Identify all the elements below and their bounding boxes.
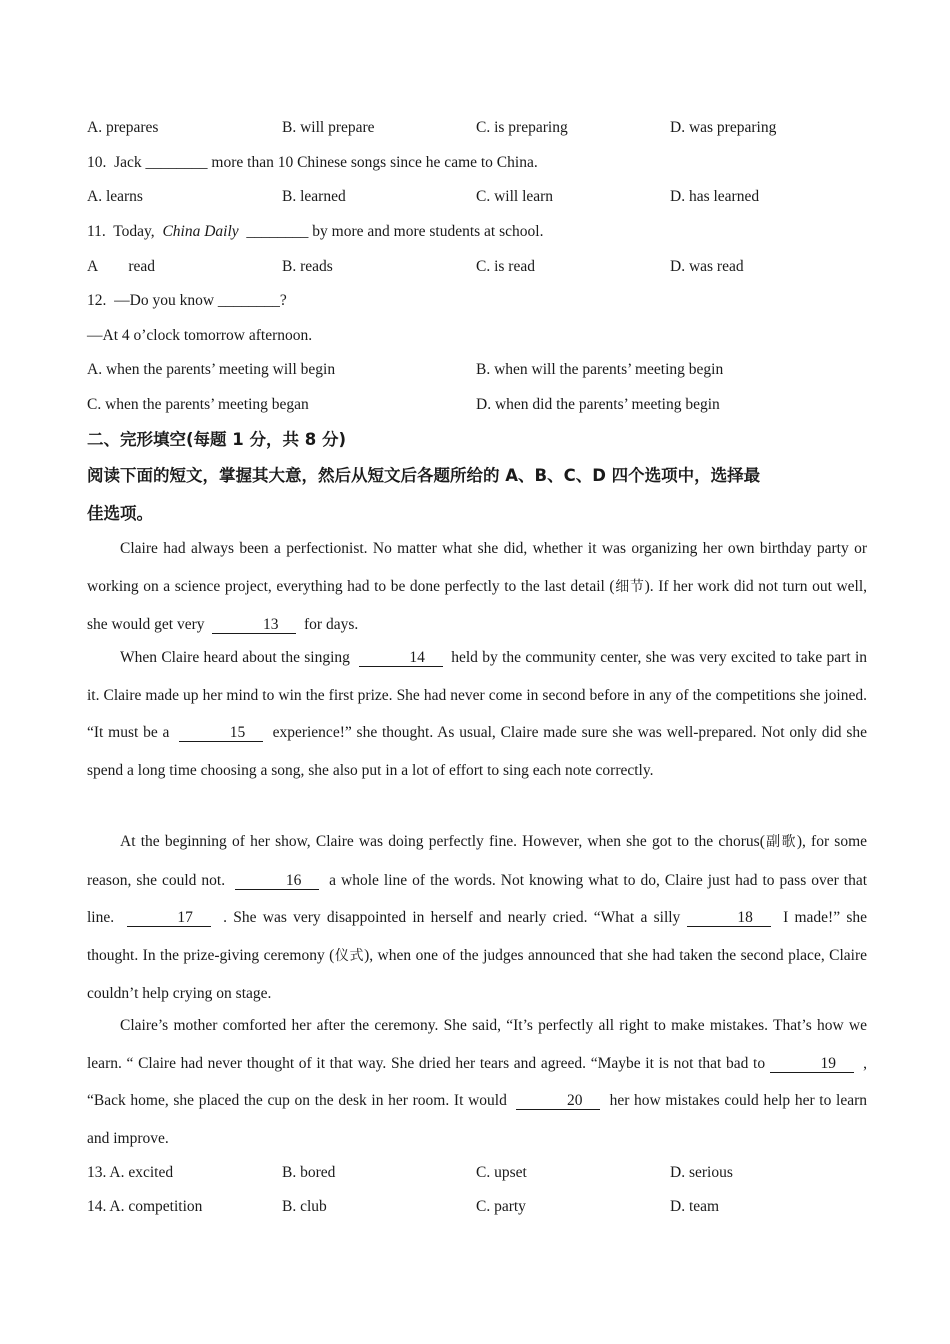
q10-number: 10. bbox=[87, 154, 107, 171]
q11-stem-pre: Today, bbox=[113, 223, 155, 240]
p2-text-b: held by the community center, she was very excited to take part in it. Claire made up her mind to win the first prize. She had never come in second before in any of the competitions she joined. “It must be a bbox=[87, 649, 868, 741]
q9-option-b[interactable]: B. will prepare bbox=[282, 119, 375, 136]
q11-number: 11. bbox=[87, 223, 106, 240]
p4-text-c: her how mistakes could help her to learn and improve. bbox=[87, 1092, 868, 1147]
q11-newspaper-title: China Daily bbox=[162, 223, 239, 240]
q11-option-c[interactable]: C. is read bbox=[476, 258, 535, 275]
p3-text-e: I made!” she thought. In the prize-giving ceremony ( bbox=[87, 909, 867, 964]
passage-paragraph-2 bbox=[87, 639, 867, 789]
p3-text-a: At the beginning of her show, Claire was doing perfectly fine. However, when she got to the chorus( bbox=[120, 833, 765, 850]
p3-gloss-1: 副歌 bbox=[764, 834, 797, 850]
passage-paragraph-3 bbox=[87, 823, 867, 1013]
q9-option-a[interactable]: A. prepares bbox=[87, 119, 159, 136]
q14-option-d[interactable]: D. team bbox=[670, 1198, 720, 1215]
q10-option-d[interactable]: D. has learned bbox=[670, 188, 760, 205]
question-12 bbox=[87, 291, 287, 311]
passage-paragraph-1 bbox=[87, 530, 867, 644]
q9-option-d[interactable]: D. was preparing bbox=[670, 119, 777, 136]
q12-option-a[interactable]: A. when the parents’ meeting will begin bbox=[87, 361, 336, 378]
q11-option-d[interactable]: D. was read bbox=[670, 258, 744, 275]
q10-blank[interactable]: ________ bbox=[145, 154, 208, 171]
q12-blank[interactable]: ________ bbox=[217, 292, 280, 309]
section-2-title: 二、完形填空(每题 1 分，共 8 分) bbox=[87, 430, 347, 449]
q13-option-b[interactable]: B. bored bbox=[282, 1164, 336, 1181]
q13-option-c[interactable]: C. upset bbox=[476, 1164, 527, 1181]
q14-option-a[interactable]: 14. A. competition bbox=[87, 1198, 203, 1215]
p2-text-a: When Claire heard about the singing bbox=[120, 649, 350, 666]
p3-text-b: ), for some reason, she could not. bbox=[87, 833, 868, 889]
q11-blank[interactable]: ________ bbox=[246, 223, 309, 240]
q14-option-b[interactable]: B. club bbox=[282, 1198, 327, 1215]
question-11 bbox=[87, 222, 543, 242]
q12-reply: —At 4 o’clock tomorrow afternoon. bbox=[87, 327, 313, 344]
blank-15[interactable]: 15 bbox=[179, 725, 263, 742]
passage-paragraph-4 bbox=[87, 1007, 867, 1157]
p1-text-c: for days. bbox=[304, 616, 359, 633]
q10-option-b[interactable]: B. learned bbox=[282, 188, 346, 205]
q12-option-c[interactable]: C. when the parents’ meeting began bbox=[87, 396, 309, 413]
p3-text-c: a whole line of the words. Not knowing what to do, Claire just had to pass over that line. bbox=[87, 871, 868, 926]
q10-option-a[interactable]: A. learns bbox=[87, 188, 143, 205]
q12-stem-post: ? bbox=[279, 292, 287, 309]
p1-text-a: Claire had always been a perfectionist. No matter what she did, whether it was organizing her own birthday party or working on a science project, everything had to be done perfectly to the last detail ( bbox=[87, 540, 867, 595]
q13-option-d[interactable]: D. serious bbox=[670, 1164, 733, 1181]
question-10 bbox=[87, 153, 538, 173]
q10-stem-pre: Jack bbox=[114, 154, 142, 171]
q11-stem-post: by more and more students at school. bbox=[312, 223, 544, 240]
p4-text-a: Claire’s mother comforted her after the ceremony. She said, “It’s perfectly all right to make mistakes. That’s how we learn. “ Claire had never thought of it that way. She dried her tears and agreed. “Maybe it is not that bad to bbox=[87, 1017, 867, 1072]
section-2-instruction-line1: 阅读下面的短文，掌握其大意，然后从短文后各题所给的 A、B、C、D 四个选项中，选择最 bbox=[87, 466, 761, 485]
q10-stem-post: more than 10 Chinese songs since he came to China. bbox=[211, 154, 538, 171]
q12-option-d[interactable]: D. when did the parents’ meeting begin bbox=[476, 396, 720, 413]
blank-20[interactable]: 20 bbox=[516, 1093, 600, 1110]
q12-stem-pre: —Do you know bbox=[114, 292, 215, 309]
q12-number: 12. bbox=[87, 292, 107, 309]
q13-option-a[interactable]: 13. A. excited bbox=[87, 1164, 174, 1181]
blank-18[interactable]: 18 bbox=[687, 910, 771, 927]
p2-text-c: experience!” she thought. As usual, Claire made sure she was well-prepared. Not only did she spend a long time choosing a song, she also put in a lot of effort to sing each note correctly. bbox=[87, 724, 867, 779]
p1-gloss: 细节 bbox=[614, 578, 645, 595]
q14-option-c[interactable]: C. party bbox=[476, 1198, 526, 1215]
p3-gloss-2: 仪式 bbox=[334, 947, 365, 964]
blank-19[interactable]: 19 bbox=[770, 1056, 854, 1073]
p1-text-b: ). If her work did not turn out well, she would get very bbox=[87, 577, 868, 633]
p4-text-b: , “Back home, she placed the cup on the desk in her room. It would bbox=[87, 1054, 868, 1109]
blank-17[interactable]: 17 bbox=[127, 910, 211, 927]
q11-option-a[interactable]: A read bbox=[87, 258, 156, 275]
blank-16[interactable]: 16 bbox=[235, 873, 319, 890]
q9-option-c[interactable]: C. is preparing bbox=[476, 119, 568, 136]
p3-text-f: ), when one of the judges announced that she had taken the second place, Claire couldn’t help crying on stage. bbox=[87, 946, 868, 1002]
section-2-instruction-line2: 佳选项。 bbox=[87, 504, 153, 523]
q12-option-b[interactable]: B. when will the parents’ meeting begin bbox=[476, 361, 724, 378]
blank-14[interactable]: 14 bbox=[359, 650, 443, 667]
blank-13[interactable]: 13 bbox=[212, 617, 296, 634]
p3-text-d: . She was very disappointed in herself and nearly cried. “What a silly bbox=[223, 909, 681, 926]
q11-option-b[interactable]: B. reads bbox=[282, 258, 333, 275]
q10-option-c[interactable]: C. will learn bbox=[476, 188, 554, 205]
